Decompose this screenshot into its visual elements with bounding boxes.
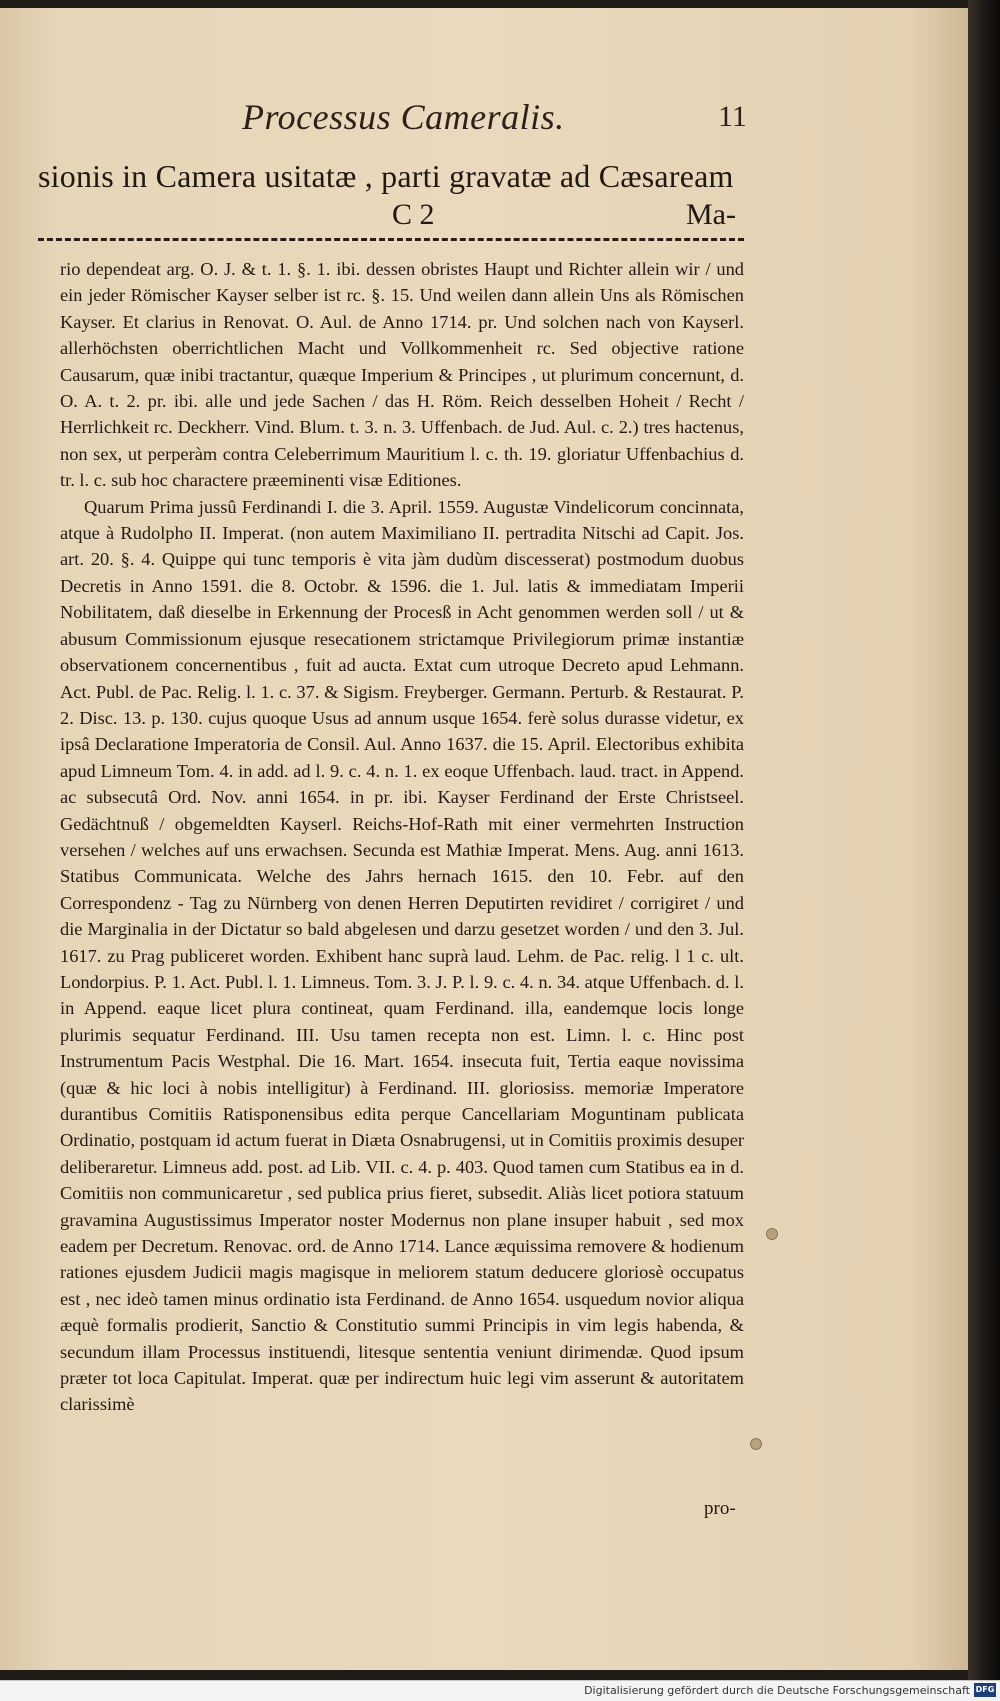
catchword: Ma-: [686, 198, 736, 231]
paragraph-quarum: Quarum Prima jussû Ferdinandi I. die 3. April. 1559. Augustæ Vindelicorum concinnata, atque à Rudolpho II. Imperat. (non autem Maximiliano II. pertradita Nitschi ad Capit. Jos. art. 20. §. 4. Quippe qui tunc temporis è vita jàm dudùm discesserat) postmodum duobus Decretis in Anno 1591. die 8. Octobr. & 1596. die 1. Jul. latis & immediatam Imperii Nobilitatem, daß dieselbe in Erkennung der Procesß in Acht genommen werden soll / ut & abusum Commissionum ejusque resecationem strictamque Privilegiorum primæ instantiæ observationem concernentibus , fuit ad aucta. Extat cum utroque Decreto apud Lehmann. Act. Publ. de Pac. Relig. l. 1. c. 37. & Sigism. Freyberger. Germann. Perturb. & Restaurat. P. 2. Disc. 13. p. 130. cujus quoque Usus ad annum usque 1654. ferè solus durasse videtur, ex ipsâ Declaratione Imperatoria de Consil. Aul. Anno 1637. die 15. April. Electoribus exhibita apud Limneum Tom. 4. in add. ad l. 9. c. 4. n. 1. ex eoque Uffenbach. laud. tract. in Append. ac subsecutâ Ord. Nov. anni 1654. in pr. ibi. Kayser Ferdinand der Erste Christseel. Gedächtnuß / obgemeldten Kayserl. Reichs-Hof-Rath mit einer vermehrten Instruction versehen / welches auf uns erwachsen. Secunda est Mathiæ Imperat. Mens. Aug. anni 1613. Statibus Communicata. Welche des Jahrs hernach 1615. den 10. Febr. auf den Correspondenz - Tag zu Nürnberg von denen Herren Deputirten revidiret / corrigiret / und die Marginalia in der Dictatur so bald abgelesen und darzu gesetzet worden / und den 3. Jul. 1617. zu Prag publiceret worden. Exhibent hanc suprà laud. Lehm. de Pac. relig. l 1 c. ult. Londorpius. P. 1. Act. Publ. l. 1. Limneus. Tom. 3. J. P. l. 9. c. 4. n. 34. atque Uffenbach. d. l. in Append. eaque licet plura contineat, quam Ferdinand. illa, eandemque locis longe plurimis sequatur Ferdinand. III. Usu tamen recepta non est. Limn. l. c. Hinc post Instrumentum Pacis Westphal. Die 16. Mart. 1654. insecuta fuit, Tertia eaque novissima (quæ & hic loci à nobis intelligitur) à Ferdinand. III. gloriosiss. memoriæ Imperatore durantibus Comitiis Ratisponensibus edita perque Cancellariam Moguntinam publicata Ordinatio, postquam id actum fuerat in Diæta Osnabrugensi, ut in Comitiis proximis desuper deliberaretur. Limneus add. post. ad Lib. VII. c. 4. p. 403. Quod tamen cum Statibus ea in d. Comitiis non communicaretur , sed publica prius fieret, subsedit. Aliàs licet potiora statuum gravamina Augustissimus Imperator noster Modernus non plane insuper habuit , sed mox eadem per Decretum. Renovac. ord. de Anno 1714. Lance æquissima removere & hodienum rationes ejusdem Judicii magis magisque in meliorem statum deducere gloriosè occupatus est , nec ideò tamen minus ordinatio ista Ferdinand. de Anno 1654. usquedum novior aliqua æquè formalis prodierit, Sanctio & Constitutio summi Principis in vim legis habenda, & secundum illam Processus instituendi, litesque sententia veniunt dirimendæ. Quod ipsum præter tot loca Capitulat. Imperat. quæ per indirectum huic legi vim asserunt & autoritatem clarissimè: [60, 496, 744, 1415]
printer-signature: C 2: [392, 198, 435, 231]
running-title: Processus Cameralis.: [242, 97, 565, 137]
dfg-logo: DFG: [974, 1683, 996, 1697]
binding-hole: [750, 1438, 762, 1450]
main-text: [60, 256, 744, 1418]
funding-credit: Digitalisierung gefördert durch die Deutsche Forschungsgemeinschaft: [584, 1684, 970, 1697]
digitization-footer: [0, 1680, 1000, 1701]
catchword-bottom: pro-: [704, 1498, 736, 1519]
book-spine-edge: [968, 0, 1000, 1700]
page-number: 11: [718, 100, 747, 133]
binding-hole: [766, 1228, 778, 1240]
separator-rule: [38, 238, 744, 241]
carried-over-line: sionis in Camera usitatæ , parti gravatæ ad Cæsaream: [38, 158, 734, 194]
book-page: [0, 8, 970, 1670]
signature-row: [38, 198, 744, 234]
paragraph-continuation: rio dependeat arg. O. J. & t. 1. §. 1. ibi. dessen obristes Haupt und Richter allein wir / und ein jeder Römischer Kayser selber ist rc. §. 15. Und weilen dann allein Uns als Römischen Kayser. Et clarius in Renovat. O. Aul. de Anno 1714. pr. Und solchen nach von Kayserl. allerhöchsten oberrichtlichen Macht und Vollkommenheit rc. Sed objective ratione Causarum, quæ inibi tractantur, quæque Imperium & Principes , ut plurimum concernunt, d. O. A. t. 2. pr. ibi. alle und jede Sachen / das H. Röm. Reich desselben Hoheit / Recht / Herrlichkeit rc. Deckherr. Vind. Blum. t. 3. n. 3. Uffenbach. de Jud. Aul. c. 2.) tres hactenus, non sex, ut perperàm contra Celeberrimum Mauritium l. c. th. 19. gloriatur Uffenbachius d. tr. l. c. sub hoc charactere præeminenti visæ Editiones.: [60, 259, 744, 491]
page-header: [230, 96, 750, 156]
